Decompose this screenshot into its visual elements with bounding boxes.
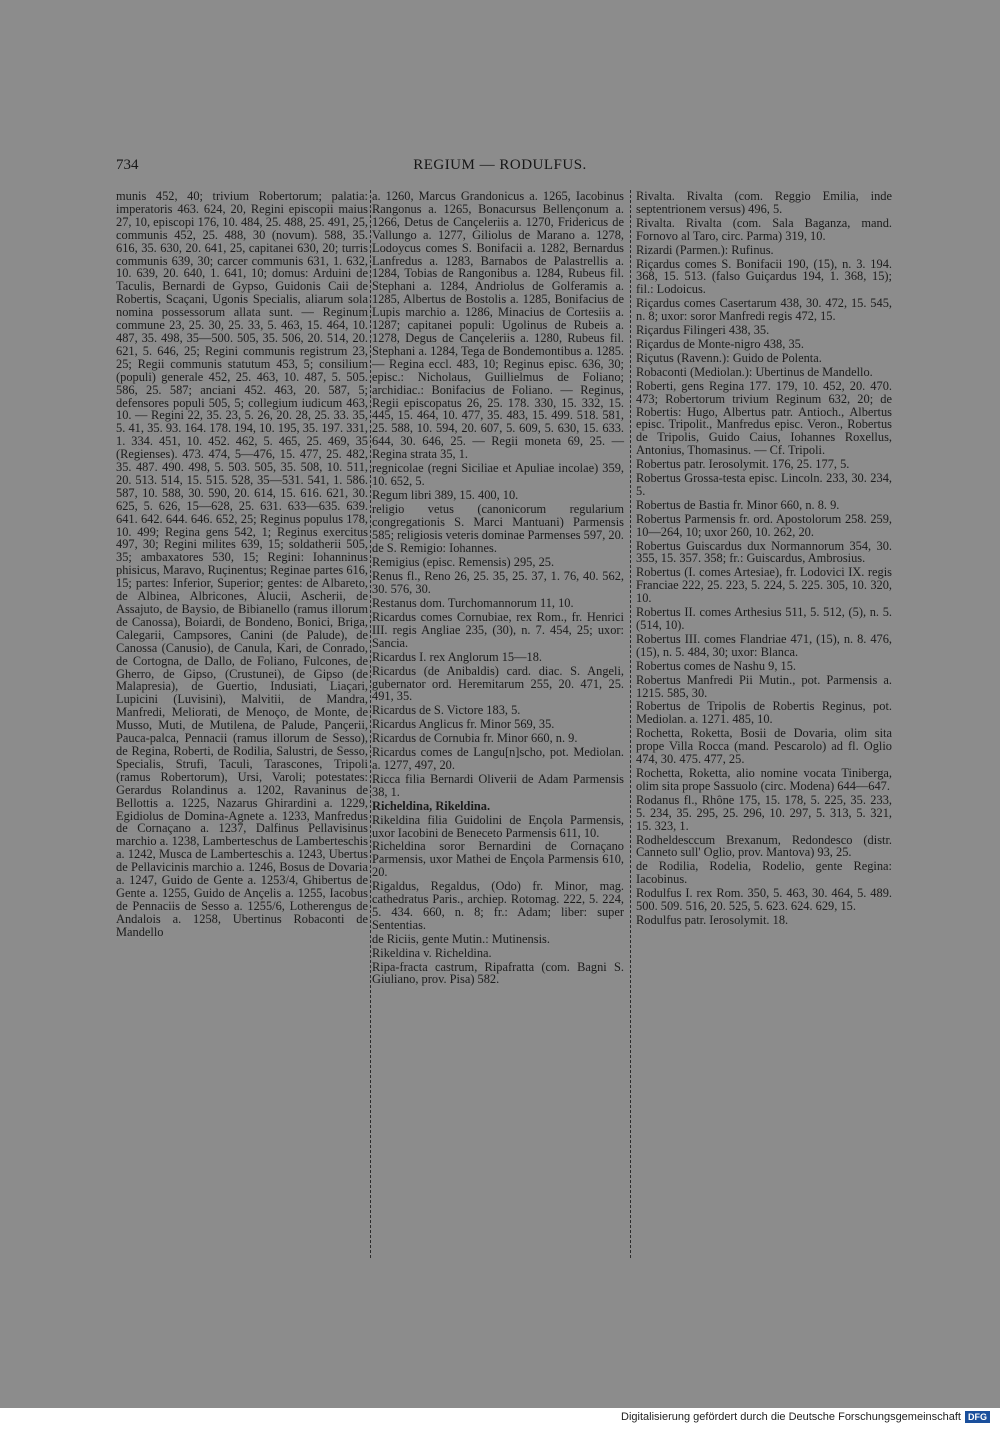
index-entry: Rodulfus patr. Ierosolymit. 18. — [636, 912, 789, 927]
index-entry: Robertus III. comes Flandriae 471, (15), n. 8. 476, (15), n. 5. 484, 30; uxor: Blanca. — [636, 631, 892, 659]
index-entry: de Rodilia, Rodelia, Rodelio, gente Regina: Iacobinus. — [636, 859, 892, 887]
column-divider — [630, 190, 631, 1258]
index-entry: Robertus II. comes Arthesius 511, 5. 512, (5), n. 5. (514, 10). — [636, 605, 892, 632]
index-entry: Rodanus fl., Rhône 175, 15. 178, 5. 225, 35. 233, 5. 234, 35. 295, 25. 296, 10. 297, 5. 313, 5. 321, 15. 323, 1. — [636, 792, 892, 833]
index-entry: Rizardi (Parmen.): Rufinus. — [636, 242, 774, 257]
running-title: REGIUM — RODULFUS. — [413, 157, 587, 173]
index-entry: Remigius (episc. Remensis) 295, 25. — [372, 555, 555, 570]
index-entry: Rodheldesccum Brexanum, Redondesco (distr. Canneto sull' Oglio, prov. Mantova) 93, 25. — [636, 832, 892, 860]
funding-notice: Digitalisierung gefördert durch die Deutsche Forschungsgemeinschaft — [621, 1411, 961, 1423]
index-entry: a. 1260, Marcus Grandonicus a. 1265, Iacobinus Rangonus a. 1265, Bonacursus Bellençonum a. 1266, Detus de Cançeleriis a. 1270, Fridericus de Vallungo a. 1277, Giliolus de Marano a. 1278, Lodoycus comes S. Bonifacii a. 1282, Bernardus Lanfredus a. 1283, Barnabos de Palastrellis a. 1284, Tobias de Rangonibus a. 1284, Rubeus fil. Stephani a. 1284, Andriolus de Golferamis a. 1285, Albertus de Bostolis a. 1285, Bonifacius de Lupis marchio a. 1286, Minacius de Cortesiis a. 1287; capitanei populi: Ugolinus de Rubeis a. 1278, Degus de Cançeleriis a. 1280, Rubeus fil. Stephani a. 1284, Tega de Bondemontibus a. 1285. — Regina eccl. 483, 10; Reginus episc. 636, 30; episc.: Nicholaus, Guillielmus de Foliano; archidiac.: Bonifacius de Foliano. — Reginus, Regii episcopatus 26, 25. 178. 330, 15. 332, 15. 445, 15. 464, 10. 477, 35. 483, 15. 499. 518. 581, 25. 588, 10. 594, 20. 607, 5. 609, 5. 630, 15. 633. 644, 30. 646, 25. — Regii moneta 69, 25. — Regina strata 35, 1. — [372, 189, 624, 462]
index-entry: Robaconti (Mediolan.): Ubertinus de Mandello. — [636, 364, 873, 379]
funding-footer — [621, 1411, 990, 1423]
index-entry: Ricardus comes Cornubiae, rex Rom., fr. Henrici III. regis Angliae 235, (30), n. 7. 454, 25; uxor: Sancia. — [372, 610, 624, 650]
index-entry: Robertus Grossa-testa episc. Lincoln. 233, 30. 234, 5. — [636, 471, 892, 498]
index-entry: Ricca filia Bernardi Oliverii de Adam Parmensis 38, 1. — [372, 771, 624, 799]
index-entry: Rivalta. Rivalta (com. Sala Baganza, mand. Fornovo al Taro, circ. Parma) 319, 10. — [636, 215, 892, 243]
index-entry: de S. Remigio: Iohannes. — [372, 541, 497, 556]
index-entry: munis 452, 40; trivium Robertorum; palatia: imperatoris 463. 624, 20, Regini episcopii maius 27, 10, episcopi 176, 10. 484, 25. 488, 25. 491, 25, communis 452, 25. 488, 30 (novum). 588, 35. 616, 35. 630, 20. 641, 25, capitanei 630, 20; turris communis 639, 30; carcer communis 631, 1. 632, 10. 639, 20. 640, 1. 641, 10; domus: Arduini de Taculis, Bernardi de Gypso, Guidonis Caii de Robertis, Scaçani, Ugonis Specialis, aliarum sola nomina possessorum allata sunt. — Reginum commune 23, 25. 30, 25. 33, 5. 463, 15. 464, 10. 487, 35. 498, 35—500. 505, 35. 506, 20. 514, 20. 621, 5. 646, 25; Regini communis registrum 23, 25; Regii communis statutum 453, 5; consilium (populi) generale 452, 25. 463, 10. 487, 5. 505. 586, 25. 587; anciani 452. 463, 20. 587, 5; defensores populi 505, 5; collegium iudicum 463, 10. — Regini 22, 35. 23, 5. 26, 20. 28, 25. 33. 35, 5. 41, 35. 93. 164. 178. 194, 10. 195, 35. 197. 331, 1. 334. 451, 10. 452. 462, 5. 465, 25. 469, 35 (Regienses). 473. 474, 5—476, 15. 477, 25. 482, 35. 487. 490. 498, 5. 503. 505, 35. 508, 10. 511, 20. 513. 514, 15. 515. 528, 35—531. 541, 1. 586. 587, 10. 588, 30. 590, 20. 614, 15. 616. 621, 30. 625, 5. 626, 15—628, 25. 631. 633—635. 639. 641. 642. 644. 646. 652, 25; Reginus populus 178, 10. 499; Regina gens 542, 1; Reginus exercitus 497, 30; Regini milites 639, 15; soldatherii 505, 35; ambaxatores 530, 15; Regini: Iohanninus phisicus, Maravo, Ruçinentus; Reginae partes 616, 15; partes: Inferior, Superior; gentes: de Albareto, de Albinea, Albricones, Alucii, Ascherii, de Assajuto, de Baysio, de Bibianello (ramus illorum de Canossa), Boiardi, de Bondeno, Bonici, Briga, Calegarii, Campsores, Canini (de Palude), de Canossa (Canusio), de Canula, Kari, de Conrado, de Cortogna, de Dallo, de Foliano, Fulcones, de Gherro, de Gipso, (Crustunei), de Gipso (de Malapresia), de Guertio, Indusiati, Liaçari, Lupicini (Luvisini), Malvitii, de Mandra, Manfredi, Meliorati, de Menoço, de Monte, de Musso, Muti, de Mutilena, de Palude, Pançerii, Pauca-palca, Pennacii (ramus illorum de Sesso), de Regina, Roberti, de Rodilia, Salustri, de Sesso, Specialis, Strufi, Taculi, Tarascones, Tripoli (ramus Robertorum), Ursi, Varoli; potestates: Gerardus Rolandinus a. 1202, Ravaninus de Bellottis a. 1225, Nazarus Ghirardini a. 1229, Egidiolus de Domina-Agnete a. 1233, Manfredus de Cornaçano a. 1237, Dalfinus Pellavisinus marchio a. 1238, Lamberteschus de Lamberteschis a. 1242, Musca de Lamberteschis a. 1243, Ubertus de Pellavicinis marchio a. 1246, Bosus de Dovaria a. 1247, Guido de Gente a. 1253/4, Ghibertus de Gente a. 1255, Guido de Ançelis a. 1255, Iacobus de Pennaciis de Sesso a. 1255/6, Lotherengus de Andalois a. 1258, Ubertinus Robaconti de Mandello — [116, 189, 368, 939]
index-entry: Richeldina soror Bernardini de Cornaçano Parmensis, uxor Mathei de Ençola Parmensis 610, 20. — [372, 839, 624, 880]
index-entry: Robertus (I. comes Artesiae), fr. Lodovici IX. regis Franciae 222, 25. 223, 5. 224, 5. 225. 305, 10. 320, 10. — [636, 565, 892, 606]
index-column-left — [116, 190, 368, 940]
index-heading: Richeldina, Rikeldina. — [372, 798, 491, 813]
index-entry: Ricardus Anglicus fr. Minor 569, 35. — [372, 717, 555, 732]
index-entry: Rochetta, Roketta, alio nomine vocata Tiniberga, olim sita prope Sassuolo (circ. Modena) 644—647. — [636, 765, 892, 793]
index-entry: Robertus Parmensis fr. ord. Apostolorum 258. 259, 10—264, 10; uxor 260, 10. 262, 20. — [636, 511, 892, 539]
index-entry: Regum libri 389, 15. 400, 10. — [372, 487, 519, 502]
index-entry: regnicolae (regni Siciliae et Apuliae incolae) 359, 10. 652, 5. — [372, 461, 624, 488]
index-entry: Riçardus comes Casertarum 438, 30. 472, 15. 545, n. 8; uxor: soror Manfredi regis 472, 15. — [636, 296, 892, 324]
index-entry: Robertus Manfredi Pii Mutin., pot. Parmensis a. 1215. 585, 30. — [636, 672, 892, 700]
index-entry: Rikeldina filia Guidolini de Ençola Parmensis, uxor Iacobini de Beneceto Parmensis 611, 10. — [372, 812, 624, 840]
index-entry: Robertus de Tripolis de Robertis Reginus, pot. Mediolan. a. 1271. 485, 10. — [636, 699, 892, 727]
column-divider — [370, 190, 371, 1258]
index-entry: Rivalta. Rivalta (com. Reggio Emilia, inde septentrionem versus) 496, 5. — [636, 189, 892, 216]
index-entry: Ricardus de S. Victore 183, 5. — [372, 703, 521, 718]
index-entry: Ripa-fracta castrum, Ripafratta (com. Bagni S. Giuliano, prov. Pisa) 582. — [372, 959, 624, 987]
index-entry: Ricardus comes de Langu[n]scho, pot. Mediolan. a. 1277, 497, 20. — [372, 745, 624, 772]
index-entry: Riçardus de Monte-nigro 438, 35. — [636, 336, 804, 351]
index-column-middle — [372, 190, 624, 987]
index-entry: Rikeldina v. Richeldina. — [372, 945, 492, 960]
index-entry: de Riciis, gente Mutin.: Mutinensis. — [372, 931, 550, 946]
index-entry: Rodulfus I. rex Rom. 350, 5. 463, 30. 464, 5. 489. 500. 509. 516, 20. 525, 5. 623. 624. 629, 15. — [636, 886, 892, 914]
index-entry: Ricardus de Cornubia fr. Minor 660, n. 9. — [372, 731, 578, 746]
running-header — [0, 157, 1000, 177]
index-column-right — [636, 190, 892, 928]
index-entry: Robertus comes de Nashu 9, 15. — [636, 658, 797, 673]
page-number: 734 — [116, 157, 139, 173]
index-entry: Robertus de Bastia fr. Minor 660, n. 8. 9. — [636, 497, 840, 512]
index-entry: Restanus dom. Turchomannorum 11, 10. — [372, 596, 574, 611]
index-entry: Rigaldus, Regaldus, (Odo) fr. Minor, mag. cathedratus Paris., archiep. Rotomag. 222, 5. 224, 5. 434. 660, n. 8; fr.: Adam; liber: super Sententias. — [372, 879, 624, 932]
index-entry: Riçardus Filingeri 438, 35. — [636, 323, 770, 338]
index-entry: Ricardus (de Anibaldis) card. diac. S. Angeli, gubernator ord. Heremitarum 255, 20. 471, 25. 491, 35. — [372, 663, 624, 704]
index-entry: religio vetus (canonicorum regularium congregationis S. Marci Mantuani) Parmensis 585; religiosis veteris dominae Parmenses 597, 20. — [372, 501, 624, 542]
dfg-logo: DFG — [965, 1411, 990, 1423]
index-entry: Robertus Guiscardus dux Normannorum 354, 30. 355, 15. 357. 358; fr.: Guiscardus, Ambrosius. — [636, 538, 892, 566]
index-entry: Robertus patr. Ierosolymit. 176, 25. 177, 5. — [636, 457, 850, 472]
index-entry: Renus fl., Reno 26, 25. 35, 25. 37, 1. 76, 40. 562, 30. 576, 30. — [372, 569, 624, 597]
index-entry: Rochetta, Roketta, Bosii de Dovaria, olim sita prope Villa Rocca (mand. Pescarolo) ad fl. Oglio 474, 30. 475. 477, 25. — [636, 726, 892, 767]
index-entry: Riçutus (Ravenn.): Guido de Polenta. — [636, 350, 822, 365]
index-entry: Roberti, gens Regina 177. 179, 10. 452, 20. 470. 473; Robertorum trivium Reginum 632, 20; de Robertis: Hugo, Albertus patr. Antioch., Albertus episc. Tripolit., Manfredus episc. Veron., Robertus de Tripolis, Guido Caius, Iohannes Roxellus, Antonius, Thomasinus. — Cf. Tripoli. — [636, 378, 892, 458]
index-entry: Riçardus comes S. Bonifacii 190, (15), n. 3. 194. 368, 15. 513. (falso Guiçardus 194, 1. 368, 15); fil.: Lodoicus. — [636, 256, 892, 297]
index-entry: Ricardus I. rex Anglorum 15—18. — [372, 649, 543, 664]
